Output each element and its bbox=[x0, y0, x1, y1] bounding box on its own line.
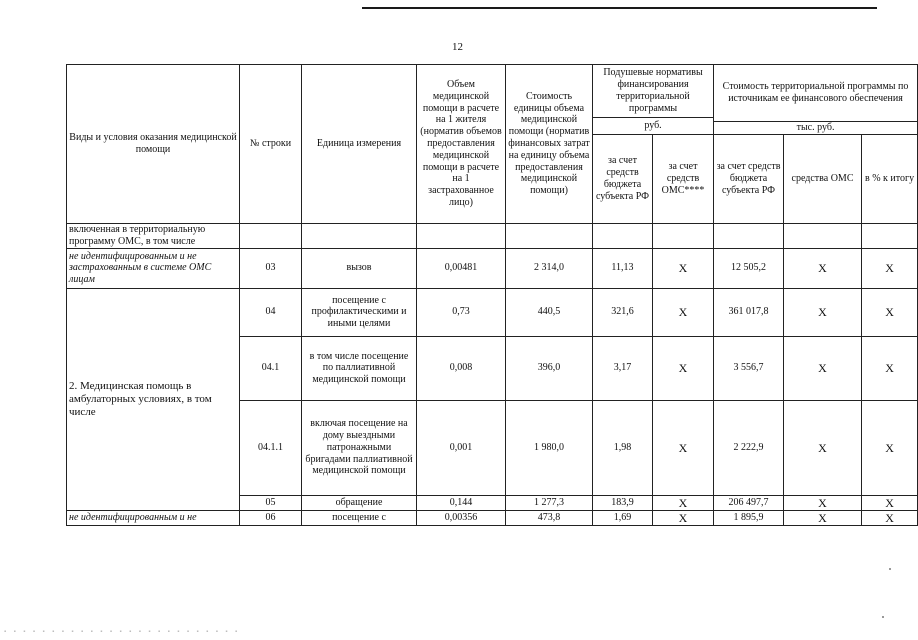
header-program-cost: Стоимость территориальной программы по источникам ее финансового обеспечения bbox=[714, 65, 918, 122]
scan-speck bbox=[882, 616, 884, 618]
header-rule bbox=[362, 7, 877, 9]
table-row: не идентифицированным и не 06 посещение с 0,00356 473,8 1,69 X 1 895,9 X X bbox=[67, 510, 918, 525]
header-unit: Единица измерения bbox=[302, 65, 417, 224]
header-per-capita: Подушевые нормативы финансирования территориальной программы bbox=[593, 65, 714, 118]
faint-footer-scan-artifact: ▪ ▪ ▪ ▪ ▪ ▪ ▪ ▪ ▪ ▪ ▪ ▪ ▪ ▪ ▪ ▪ ▪ ▪ ▪ ▪ ▪ ▪ ▪ ▪ ▪ bbox=[4, 629, 241, 635]
header-cost: Стоимость единицы объема медицинской помощи (норматив финансовых затрат на единицу объема предоставления медицинской помощи) bbox=[506, 65, 593, 224]
header-oms: за счет средств ОМС**** bbox=[653, 134, 714, 223]
table-row: 04.1 в том числе посещение по паллиативной медицинской помощи 0,008 396,0 3,17 X 3 556,7 X X bbox=[67, 336, 918, 400]
header-oms-funds: средства ОМС bbox=[784, 134, 862, 223]
header-percent-total: в % к итогу bbox=[862, 134, 918, 223]
table-row: 04.1.1 включая посещение на дому выездными патронажными бригадами паллиативной медицинской помощи 0,001 1 980,0 1,98 X 2 222,9 X X bbox=[67, 400, 918, 495]
header-budget-rf-thousand: за счет средств бюджета субъекта РФ bbox=[714, 134, 784, 223]
header-volume: Объем медицинской помощи в расчете на 1 жителя (норматив объемов предоставления медицинской помощи в расчете на 1 застрахованное лицо) bbox=[417, 65, 506, 224]
table-row: 05 обращение 0,144 1 277,3 183,9 X 206 497,7 X X bbox=[67, 495, 918, 510]
table-row: не идентифицированным и не застрахованным в системе ОМС лицам 03 вызов 0,00481 2 314,0 11,13 X 12 505,2 X X bbox=[67, 248, 918, 288]
header-rub: руб. bbox=[593, 118, 714, 135]
section-2-label: 2. Медицинская помощь в амбулаторных условиях, в том числе bbox=[67, 288, 240, 510]
medical-care-table bbox=[66, 64, 918, 526]
header-budget-rf: за счет средств бюджета субъекта РФ bbox=[593, 134, 653, 223]
header-row-number: № строки bbox=[240, 65, 302, 224]
row-included-label: включенная в территориальную программу ОМС, в том числе bbox=[67, 223, 240, 248]
page-number: 12 bbox=[452, 41, 463, 53]
header-thous-rub: тыс. руб. bbox=[714, 122, 918, 135]
row-label: не идентифицированным и не bbox=[67, 510, 240, 525]
row-label: не идентифицированным и не застрахованным в системе ОМС лицам bbox=[67, 248, 240, 288]
table-row: 2. Медицинская помощь в амбулаторных условиях, в том числе 04 посещение с профилактическими и иными целями 0,73 440,5 321,6 X 361 017,8 X X bbox=[67, 288, 918, 336]
scan-speck bbox=[889, 568, 891, 570]
header-types: Виды и условия оказания медицинской помощи bbox=[67, 65, 240, 224]
